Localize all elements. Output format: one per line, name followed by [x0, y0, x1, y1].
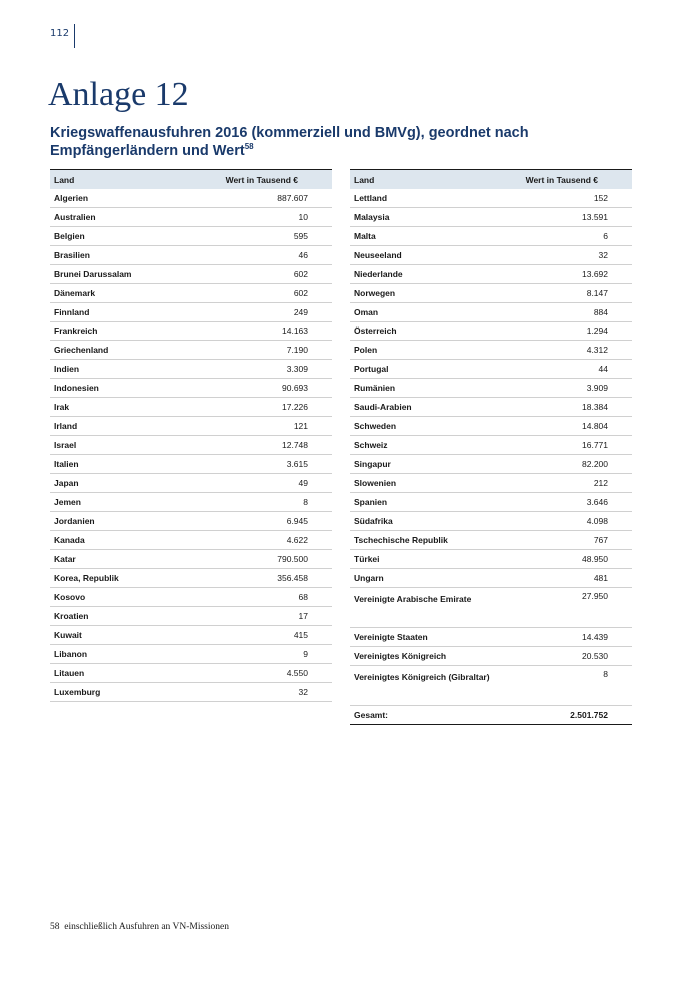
- table-row: [50, 303, 332, 322]
- table-row: [350, 512, 632, 531]
- export-value: 8.147: [509, 284, 632, 303]
- total-label: Gesamt:: [350, 706, 509, 725]
- country-name: Kroatien: [50, 607, 173, 626]
- export-value: 32: [173, 683, 332, 702]
- subtitle-text: Kriegswaffenausfuhren 2016 (kommerziell und BMVg), geordnet nach Empfängerländern und Wert: [50, 125, 529, 159]
- table-row: [50, 550, 332, 569]
- table-row: [350, 227, 632, 246]
- export-value: 13.692: [509, 265, 632, 284]
- country-name: Korea, Republik: [50, 569, 173, 588]
- table-row: [50, 664, 332, 683]
- country-name: Irland: [50, 417, 173, 436]
- export-value: 4.098: [509, 512, 632, 531]
- export-value: 152: [509, 189, 632, 208]
- country-name: Luxemburg: [50, 683, 173, 702]
- table-row: [350, 360, 632, 379]
- table-row: [50, 588, 332, 607]
- column-header-wert: Wert in Tausend €: [225, 174, 298, 185]
- page-subtitle: [50, 124, 650, 160]
- table-row: [50, 455, 332, 474]
- export-value: 7.190: [173, 341, 332, 360]
- export-value: 3.615: [173, 455, 332, 474]
- country-name: Dänemark: [50, 284, 173, 303]
- total-row: [350, 706, 632, 725]
- country-name: Norwegen: [350, 284, 509, 303]
- export-value: 13.591: [509, 208, 632, 227]
- country-name: Kosovo: [50, 588, 173, 607]
- country-name: Schweiz: [350, 436, 509, 455]
- export-value: 18.384: [509, 398, 632, 417]
- table-row: [350, 531, 632, 550]
- country-name: Oman: [350, 303, 509, 322]
- table-row: [50, 189, 332, 208]
- country-name: Jemen: [50, 493, 173, 512]
- table-row: [50, 284, 332, 303]
- country-name: Griechenland: [50, 341, 173, 360]
- export-value: 595: [173, 227, 332, 246]
- country-name: Tschechische Republik: [350, 531, 509, 550]
- export-value: 887.607: [173, 189, 332, 208]
- page-number-divider: [74, 24, 75, 48]
- table-row: [50, 493, 332, 512]
- table-row: [350, 436, 632, 455]
- country-name: Spanien: [350, 493, 509, 512]
- export-value: 49: [173, 474, 332, 493]
- footnote-reference: 58: [244, 142, 254, 152]
- country-name: Türkei: [350, 550, 509, 569]
- export-value: 44: [509, 360, 632, 379]
- country-name: Brasilien: [50, 246, 173, 265]
- export-value: 4.312: [509, 341, 632, 360]
- export-value: 790.500: [173, 550, 332, 569]
- table-row: [350, 417, 632, 436]
- export-value: 82.200: [509, 455, 632, 474]
- country-name: Polen: [350, 341, 509, 360]
- country-name: Saudi-Arabien: [350, 398, 509, 417]
- export-value: 68: [173, 588, 332, 607]
- country-name: Schweden: [350, 417, 509, 436]
- country-name: Irak: [50, 398, 173, 417]
- export-value: 14.804: [509, 417, 632, 436]
- table-row: [350, 588, 632, 628]
- export-value: 212: [509, 474, 632, 493]
- export-table-left: [50, 169, 332, 702]
- export-value: 48.950: [509, 550, 632, 569]
- table-row: [50, 341, 332, 360]
- table-row: [350, 189, 632, 208]
- total-value: 2.501.752: [509, 706, 632, 725]
- country-name: Rumänien: [350, 379, 509, 398]
- export-value: 356.458: [173, 569, 332, 588]
- country-name: Malaysia: [350, 208, 509, 227]
- country-name: Italien: [50, 455, 173, 474]
- export-value: 27.950: [509, 588, 632, 628]
- export-value: 767: [509, 531, 632, 550]
- export-table-right: [350, 169, 632, 725]
- column-header-land: Land: [354, 174, 375, 185]
- country-name: Malta: [350, 227, 509, 246]
- export-value: 602: [173, 284, 332, 303]
- country-name: Slowenien: [350, 474, 509, 493]
- footnote-text: einschließlich Ausfuhren an VN-Missionen: [64, 922, 229, 932]
- table-row: [50, 569, 332, 588]
- table-header-row: [350, 170, 632, 190]
- country-name: Lettland: [350, 189, 509, 208]
- export-value: 17: [173, 607, 332, 626]
- country-name: Singapur: [350, 455, 509, 474]
- table-row: [50, 512, 332, 531]
- table-row: [350, 265, 632, 284]
- country-name: Kuwait: [50, 626, 173, 645]
- table-row: [350, 647, 632, 666]
- export-value: 6.945: [173, 512, 332, 531]
- export-value: 121: [173, 417, 332, 436]
- export-value: 12.748: [173, 436, 332, 455]
- table-row: [50, 626, 332, 645]
- table-row: [350, 628, 632, 647]
- country-name: Katar: [50, 550, 173, 569]
- export-value: 884: [509, 303, 632, 322]
- export-value: 3.909: [509, 379, 632, 398]
- table-row: [350, 398, 632, 417]
- export-value: 90.693: [173, 379, 332, 398]
- country-name: Ungarn: [350, 569, 509, 588]
- table-row: [350, 208, 632, 227]
- table-row: [350, 569, 632, 588]
- table-row: [50, 645, 332, 664]
- table-row: [50, 683, 332, 702]
- table-row: [50, 360, 332, 379]
- table-row: [350, 474, 632, 493]
- table-row: [350, 284, 632, 303]
- table-row: [50, 322, 332, 341]
- country-name: Niederlande: [350, 265, 509, 284]
- table-row: [350, 322, 632, 341]
- table-row: [50, 246, 332, 265]
- table-row: [350, 666, 632, 706]
- table-row: [50, 227, 332, 246]
- country-name: Vereinigte Staaten: [350, 628, 509, 647]
- export-value: 46: [173, 246, 332, 265]
- table-row: [50, 379, 332, 398]
- export-value: 32: [509, 246, 632, 265]
- table-row: [50, 436, 332, 455]
- table-row: [350, 303, 632, 322]
- country-name: Neuseeland: [350, 246, 509, 265]
- export-value: 20.530: [509, 647, 632, 666]
- export-value: 9: [173, 645, 332, 664]
- export-value: 10: [173, 208, 332, 227]
- table-row: [350, 341, 632, 360]
- export-value: 8: [509, 666, 632, 706]
- country-name: Jordanien: [50, 512, 173, 531]
- table-row: [50, 417, 332, 436]
- export-value: 415: [173, 626, 332, 645]
- country-name: Algerien: [50, 189, 173, 208]
- footnote-number: 58: [50, 922, 60, 932]
- export-value: 14.163: [173, 322, 332, 341]
- country-name: Indien: [50, 360, 173, 379]
- export-value: 14.439: [509, 628, 632, 647]
- export-value: 4.622: [173, 531, 332, 550]
- export-value: 4.550: [173, 664, 332, 683]
- table-row: [50, 474, 332, 493]
- export-value: 1.294: [509, 322, 632, 341]
- country-name: Japan: [50, 474, 173, 493]
- export-value: 249: [173, 303, 332, 322]
- table-row: [50, 607, 332, 626]
- table-row: [350, 246, 632, 265]
- page-number: 112: [50, 28, 70, 39]
- table-row: [50, 531, 332, 550]
- country-name: Österreich: [350, 322, 509, 341]
- column-header-wert: Wert in Tausend €: [525, 174, 598, 185]
- table-row: [350, 550, 632, 569]
- country-name: Frankreich: [50, 322, 173, 341]
- country-name: Vereinigte Arabische Emirate: [350, 588, 509, 628]
- column-header-land: Land: [54, 174, 75, 185]
- table-row: [50, 208, 332, 227]
- table-row: [50, 265, 332, 284]
- table-header-row: [50, 170, 332, 190]
- country-name: Vereinigtes Königreich (Gibraltar): [350, 666, 509, 706]
- table-row: [350, 379, 632, 398]
- export-value: 481: [509, 569, 632, 588]
- country-name: Finnland: [50, 303, 173, 322]
- export-value: 17.226: [173, 398, 332, 417]
- table-row: [350, 455, 632, 474]
- export-value: 6: [509, 227, 632, 246]
- country-name: Südafrika: [350, 512, 509, 531]
- table-row: [350, 493, 632, 512]
- country-name: Litauen: [50, 664, 173, 683]
- export-value: 8: [173, 493, 332, 512]
- country-name: Belgien: [50, 227, 173, 246]
- country-name: Indonesien: [50, 379, 173, 398]
- footnote: [50, 922, 229, 932]
- country-name: Israel: [50, 436, 173, 455]
- export-value: 3.646: [509, 493, 632, 512]
- country-name: Australien: [50, 208, 173, 227]
- country-name: Portugal: [350, 360, 509, 379]
- country-name: Brunei Darussalam: [50, 265, 173, 284]
- export-value: 602: [173, 265, 332, 284]
- page-title: Anlage 12: [48, 76, 189, 113]
- country-name: Vereinigtes Königreich: [350, 647, 509, 666]
- table-row: [50, 398, 332, 417]
- export-value: 16.771: [509, 436, 632, 455]
- export-value: 3.309: [173, 360, 332, 379]
- country-name: Kanada: [50, 531, 173, 550]
- country-name: Libanon: [50, 645, 173, 664]
